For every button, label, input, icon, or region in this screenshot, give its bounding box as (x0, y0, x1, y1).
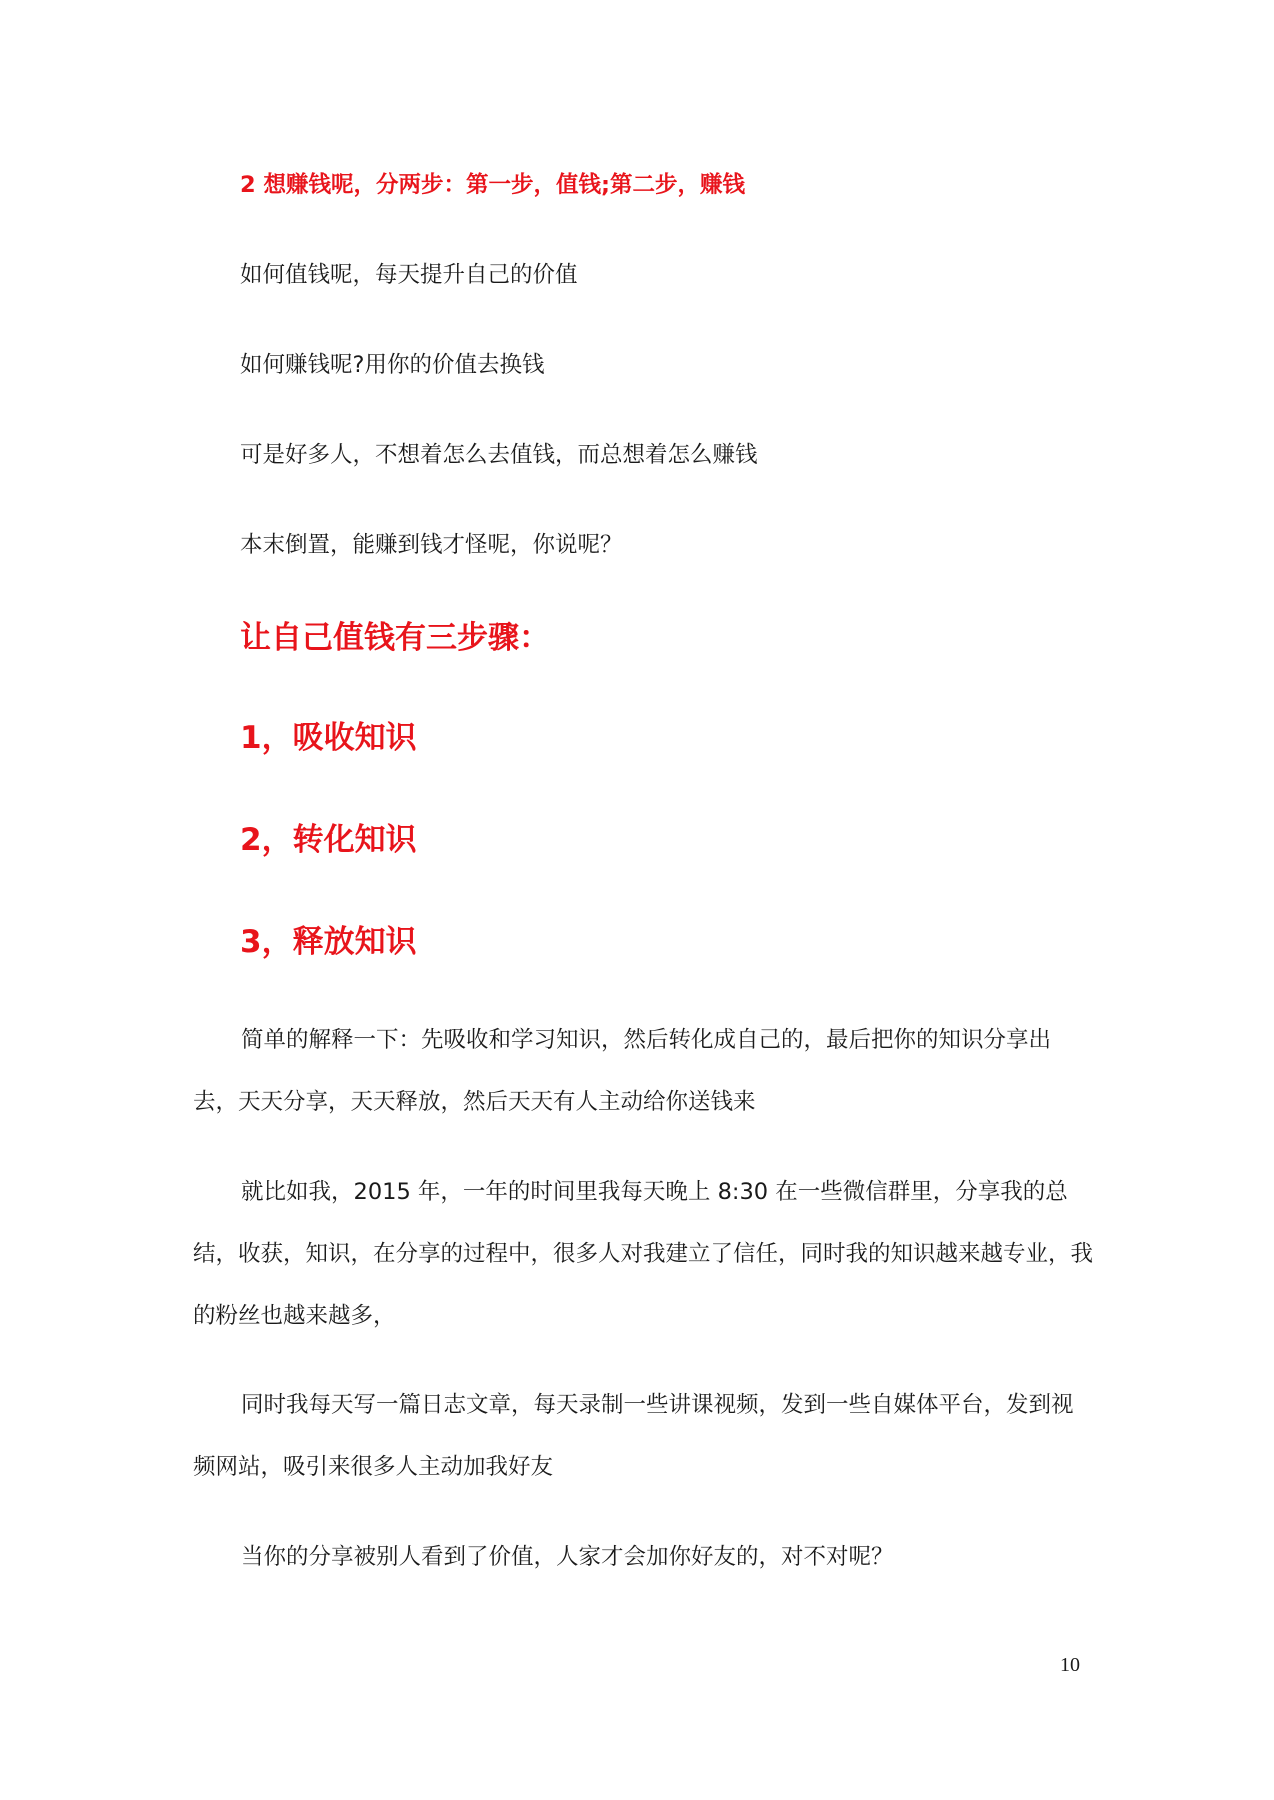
body-line: 如何赚钱呢?用你的价值去换钱 (240, 352, 545, 378)
step-item: 2，转化知识 (240, 822, 417, 858)
body-line: 可是好多人，不想着怎么去值钱，而总想着怎么赚钱 (240, 442, 758, 468)
step-item: 1，吸收知识 (240, 720, 417, 756)
body-paragraph: 就比如我，2015 年，一年的时间里我每天晚上 8:30 在一些微信群里，分享我的总结，收获，知识，在分享的过程中，很多人对我建立了信任，同时我的知识越来越专业，我的粉丝也越来越多， (193, 1179, 1094, 1329)
section-title: 让自己值钱有三步骤： (240, 620, 550, 656)
step-item: 3，释放知识 (240, 924, 417, 960)
body-line: 本末倒置，能赚到钱才怪呢，你说呢？ (240, 532, 623, 558)
heading-two-steps: 2 想赚钱呢，分两步：第一步，值钱;第二步，赚钱 (240, 172, 745, 198)
body-paragraph: 当你的分享被别人看到了价值，人家才会加你好友的，对不对呢？ (241, 1544, 894, 1570)
body-paragraph: 简单的解释一下：先吸收和学习知识，然后转化成自己的，最后把你的知识分享出去，天天分享，天天释放，然后天天有人主动给你送钱来 (193, 1027, 1052, 1115)
body-line: 如何值钱呢，每天提升自己的价值 (240, 262, 578, 288)
body-paragraph: 同时我每天写一篇日志文章，每天录制一些讲课视频，发到一些自媒体平台，发到视频网站，吸引来很多人主动加我好友 (193, 1392, 1074, 1480)
page-number: 10 (1060, 1654, 1080, 1676)
